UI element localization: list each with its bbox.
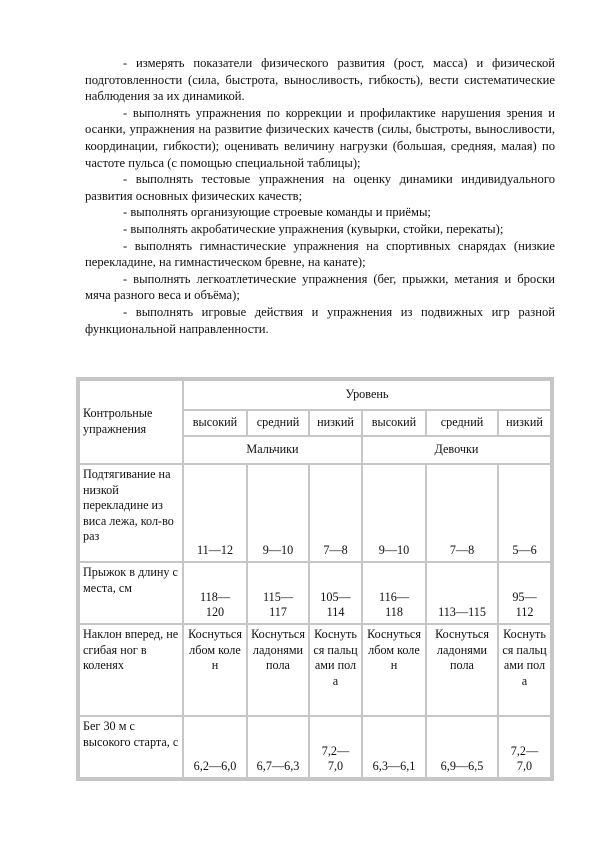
header-level-high: высокий xyxy=(183,410,247,436)
table-row xyxy=(79,562,551,624)
table-cell: 9—10 xyxy=(247,464,309,562)
list-item: - выполнять организующие строевые команды и приёмы; xyxy=(123,205,431,220)
header-level-low: низкий xyxy=(309,410,362,436)
header-level: Уровень xyxy=(183,380,551,410)
table-cell: Коснуться лбом колен xyxy=(183,624,247,716)
table-row xyxy=(79,464,551,562)
header-level-high: высокий xyxy=(362,410,426,436)
requirements-list xyxy=(85,55,555,337)
table-cell: 95—112 xyxy=(498,562,551,624)
table-cell: 115—117 xyxy=(247,562,309,624)
table-cell: 6,7—6,3 xyxy=(247,716,309,778)
table-cell: 116—118 xyxy=(362,562,426,624)
header-level-medium: средний xyxy=(247,410,309,436)
table-row xyxy=(79,624,551,716)
header-level-low: низкий xyxy=(498,410,551,436)
exercise-name: Наклон вперед, не сгибая ног в коленях xyxy=(79,624,183,716)
table-cell: Коснуться ладонями пола xyxy=(426,624,498,716)
header-control-exercises: Контрольные упражнения xyxy=(79,380,183,464)
header-girls: Девочки xyxy=(362,436,551,464)
header-boys: Мальчики xyxy=(183,436,362,464)
table-cell: 7—8 xyxy=(426,464,498,562)
table-cell: 7—8 xyxy=(309,464,362,562)
table-cell: Коснуться лбом колен xyxy=(362,624,426,716)
table-cell: 113—115 xyxy=(426,562,498,624)
list-item: - выполнять упражнения по коррекции и профилактике нарушения зрения и осанки, упражнения на развитие физических качеств (силы, быстроты, выносливости, координации, гибкости); оценивать величину нагрузки (большая, средняя, малая) по частоте пульса (с помощью специальной таблицы); xyxy=(85,105,555,170)
norms-table xyxy=(76,377,554,781)
table-cell: 6,9—6,5 xyxy=(426,716,498,778)
table-cell: 105—114 xyxy=(309,562,362,624)
table-cell: 11—12 xyxy=(183,464,247,562)
table-cell: 118—120 xyxy=(183,562,247,624)
list-item: - выполнять тестовые упражнения на оценку динамики индивидуального развития основных физических качеств; xyxy=(85,172,555,203)
table-cell: 7,2—7,0 xyxy=(309,716,362,778)
exercise-name: Подтягивание на низкой перекладине из виса лежа, кол-во раз xyxy=(79,464,183,562)
table-cell: Коснуться ладонями пола xyxy=(247,624,309,716)
list-item: - выполнять игровые действия и упражнения из подвижных игр разной функциональной направленности. xyxy=(85,304,555,336)
exercise-name: Прыжок в длину с места, см xyxy=(79,562,183,624)
list-item: - выполнять легкоатлетические упражнения (бег, прыжки, метания и броски мяча разного веса и объёма); xyxy=(85,271,555,303)
table-cell: 6,3—6,1 xyxy=(362,716,426,778)
list-item: - измерять показатели физического развития (рост, масса) и физической подготовленности (сила, быстрота, выносливость, гибкость), вести систематические наблюдения за их динамикой. xyxy=(85,56,555,104)
table-cell: 7,2—7,0 xyxy=(498,716,551,778)
list-item: - выполнять акробатические упражнения (кувырки, стойки, перекаты); xyxy=(123,221,504,236)
table-cell: 5—6 xyxy=(498,464,551,562)
list-item: - выполнять гимнастические упражнения на спортивных снарядах (низкие перекладине, на гимнастическом бревне, на канате); xyxy=(85,238,555,270)
exercise-name: Бег 30 м с высокого старта, с xyxy=(79,716,183,778)
table-cell: 6,2—6,0 xyxy=(183,716,247,778)
table-cell: 9—10 xyxy=(362,464,426,562)
table-row xyxy=(79,716,551,778)
table-cell: Коснуться пальцами пола xyxy=(309,624,362,716)
table-cell: Коснуться пальцами пола xyxy=(498,624,551,716)
header-level-medium: средний xyxy=(426,410,498,436)
